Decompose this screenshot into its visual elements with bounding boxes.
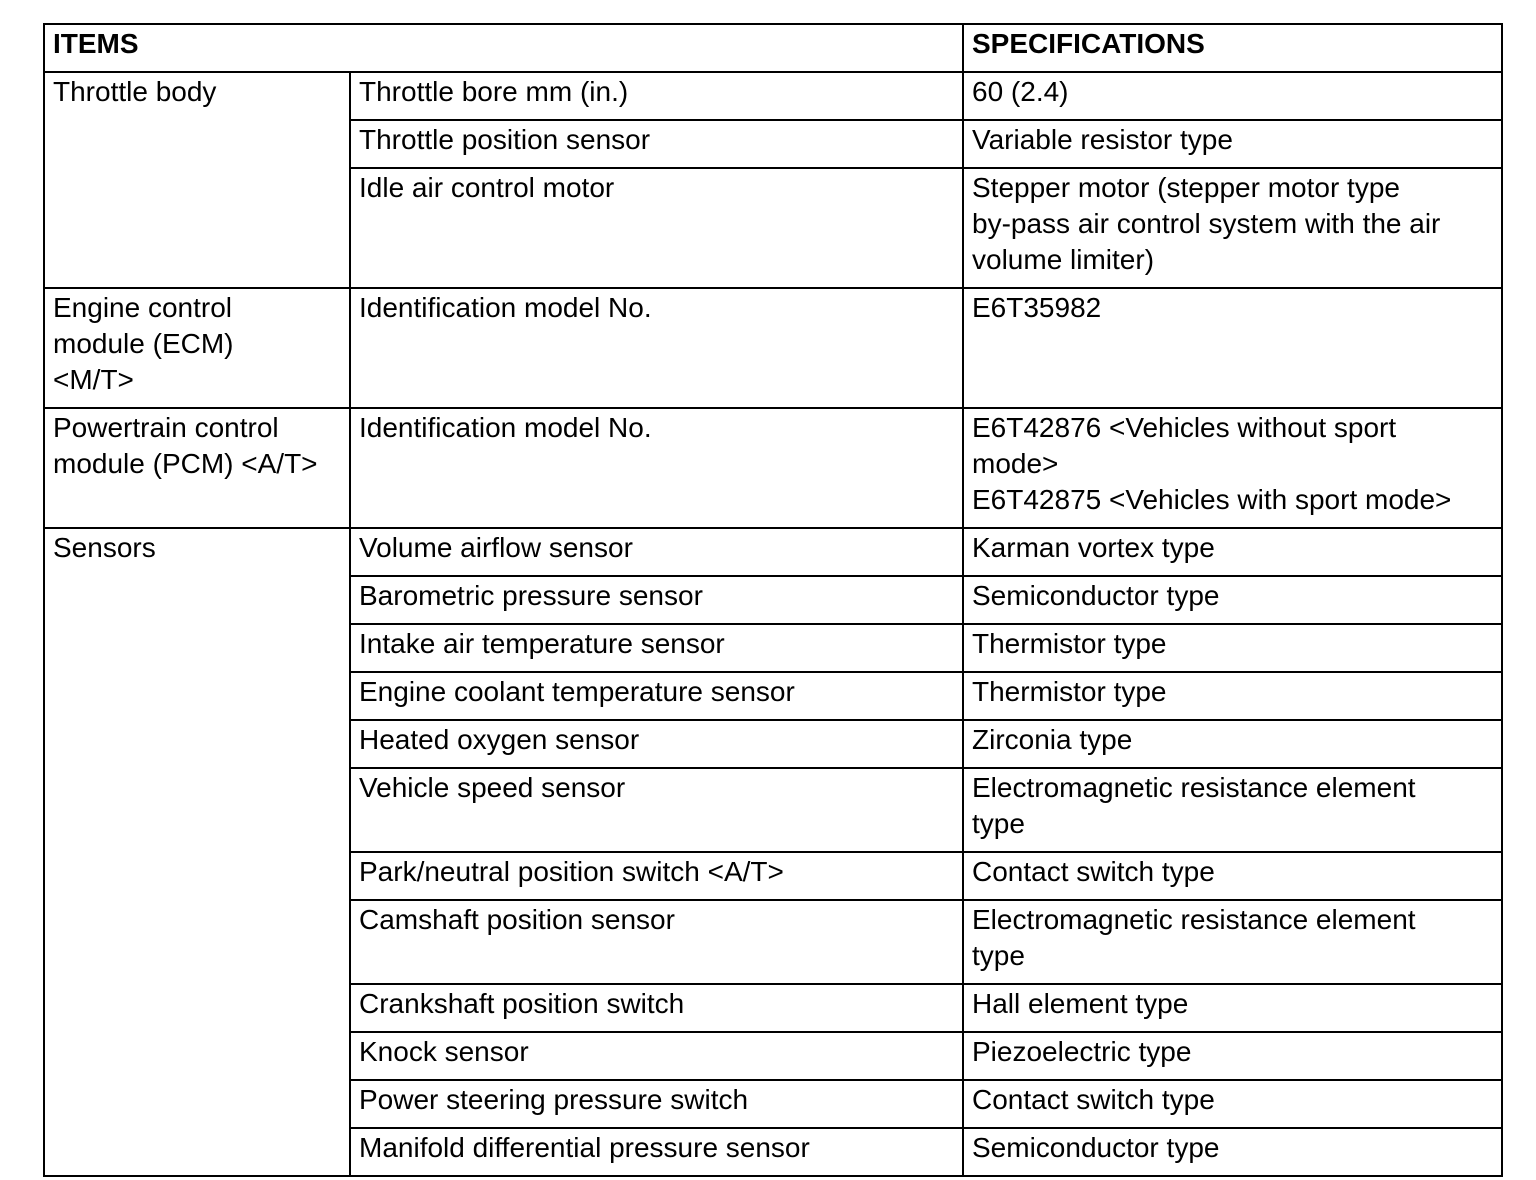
label-line: Engine control [53, 292, 233, 323]
spec-line: Stepper motor (stepper motor type [972, 172, 1400, 203]
item-cell: Throttle position sensor [350, 120, 963, 168]
spec-line: type [972, 808, 1025, 839]
item-cell: Power steering pressure switch [350, 1080, 963, 1128]
spec-cell: Contact switch type [963, 852, 1502, 900]
spec-cell: Semiconductor type [963, 576, 1502, 624]
specifications-header: SPECIFICATIONS [963, 24, 1502, 72]
item-cell: Crankshaft position switch [350, 984, 963, 1032]
spec-line: E6T42875 <Vehicles with sport mode> [972, 484, 1452, 515]
spec-cell: Contact switch type [963, 1080, 1502, 1128]
spec-cell: Hall element type [963, 984, 1502, 1032]
specifications-table [43, 23, 1503, 1177]
item-cell: Barometric pressure sensor [350, 576, 963, 624]
spec-line: Electromagnetic resistance element [972, 772, 1416, 803]
group-label-pcm [44, 408, 350, 528]
spec-line: by-pass air control system with the air [972, 208, 1441, 239]
item-cell: Identification model No. [350, 288, 963, 408]
table-row [44, 408, 1502, 528]
item-cell: Manifold differential pressure sensor [350, 1128, 963, 1176]
items-header: ITEMS [44, 24, 963, 72]
spec-cell: Semiconductor type [963, 1128, 1502, 1176]
item-cell: Camshaft position sensor [350, 900, 963, 984]
item-cell: Intake air temperature sensor [350, 624, 963, 672]
item-cell: Idle air control motor [350, 168, 963, 288]
header-row [44, 24, 1502, 72]
spec-line: E6T42876 <Vehicles without sport [972, 412, 1397, 443]
spec-cell [963, 768, 1502, 852]
spec-cell [963, 408, 1502, 528]
spec-line: volume limiter) [972, 244, 1155, 275]
item-cell: Heated oxygen sensor [350, 720, 963, 768]
spec-cell [963, 168, 1502, 288]
spec-cell: Zirconia type [963, 720, 1502, 768]
spec-cell [963, 900, 1502, 984]
item-cell: Identification model No. [350, 408, 963, 528]
item-cell: Throttle bore mm (in.) [350, 72, 963, 120]
item-cell: Volume airflow sensor [350, 528, 963, 576]
table-row [44, 288, 1502, 408]
spec-line: mode> [972, 448, 1059, 479]
table-row [44, 528, 1502, 576]
item-cell: Engine coolant temperature sensor [350, 672, 963, 720]
group-label-ecm [44, 288, 350, 408]
spec-cell: Variable resistor type [963, 120, 1502, 168]
group-label-sensors: Sensors [44, 528, 350, 1176]
label-line: module (ECM) [53, 328, 234, 359]
group-label-throttle-body: Throttle body [44, 72, 350, 288]
spec-cell: Karman vortex type [963, 528, 1502, 576]
label-line: module (PCM) <A/T> [53, 448, 318, 479]
item-cell: Knock sensor [350, 1032, 963, 1080]
label-line: <M/T> [53, 364, 134, 395]
item-cell: Vehicle speed sensor [350, 768, 963, 852]
spec-cell: Piezoelectric type [963, 1032, 1502, 1080]
item-cell: Park/neutral position switch <A/T> [350, 852, 963, 900]
spec-cell: E6T35982 [963, 288, 1502, 408]
label-line: Powertrain control [53, 412, 279, 443]
spec-cell: Thermistor type [963, 672, 1502, 720]
spec-line: Electromagnetic resistance element [972, 904, 1416, 935]
table-row [44, 72, 1502, 120]
spec-line: type [972, 940, 1025, 971]
spec-cell: Thermistor type [963, 624, 1502, 672]
spec-cell: 60 (2.4) [963, 72, 1502, 120]
